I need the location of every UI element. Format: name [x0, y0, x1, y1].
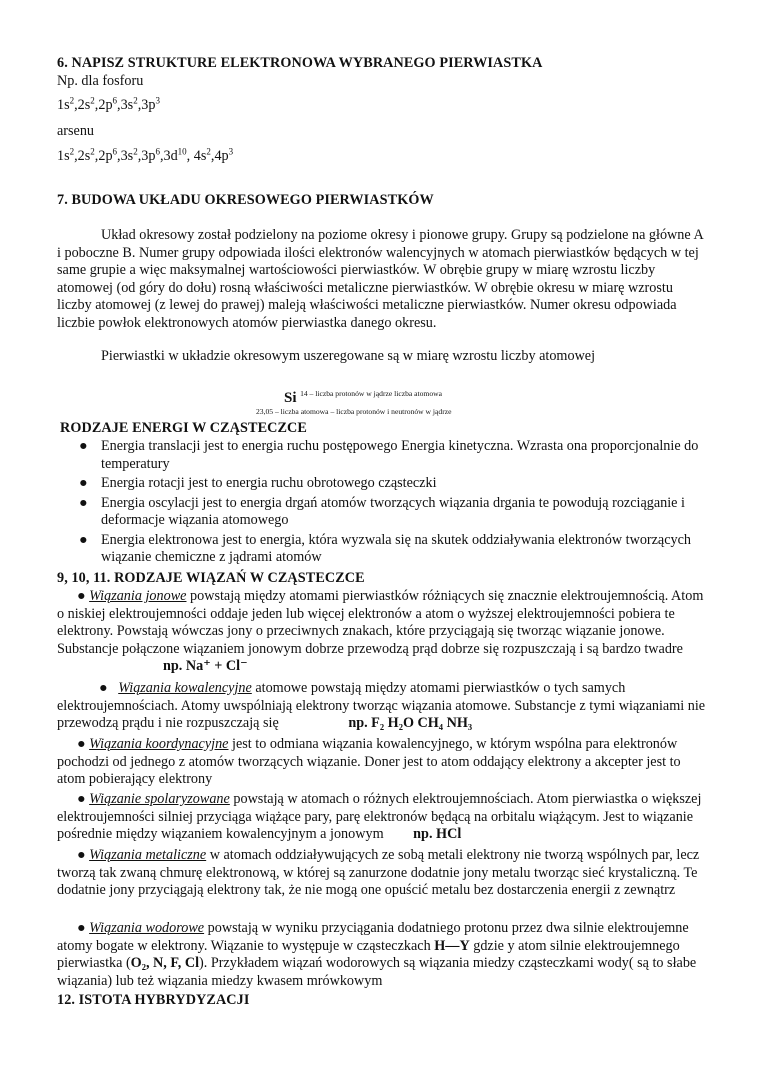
- arsenic-electron-count: 3: [228, 146, 234, 157]
- covalent-bond-paragraph: ● Wiązania kowalencyjne atomowe powstają między atomami pierwiastków o tych samych elektroujemnościach. Atomy uwspólniają elektrony tworząc wiązania atomowe. Substancje z tymi wiązaniami nie przewodzą prądu i nie rozpuszczają się np. F₂ H₂O CH₄ NH₃: [57, 680, 706, 731]
- phosphorus-electron-count: 2: [90, 95, 95, 106]
- hydrogen-bond-term: Wiązania wodorowe: [89, 920, 205, 936]
- silicon-mass-note: 23,05 – liczba atomowa – liczba protonów i neutronów w jądrze: [256, 407, 452, 416]
- arsenic-orbital: ,2s: [74, 148, 91, 164]
- covalent-bond-term: Wiązania kowalencyjne: [118, 680, 252, 696]
- arsenic-electron-count: 6: [155, 146, 160, 157]
- list-item: ● Energia translacji jest to energia ruchu postępowego Energia kinetyczna. Wzrasta ona proporcjonalnie do temperatury: [79, 438, 699, 472]
- energy-section-title: RODZAJE ENERGI W CZĄSTECZCE: [60, 420, 307, 436]
- phosphorus-config: [57, 97, 708, 115]
- arsenic-config: [57, 148, 708, 166]
- phosphorus-orbital: ,3p: [137, 97, 156, 113]
- arsenic-electron-count: 2: [206, 146, 211, 157]
- coordinate-bond-term: Wiązania koordynacyjne: [89, 736, 229, 752]
- arsenic-electron-count: 2: [69, 146, 75, 157]
- phosphorus-orbital: ,3s: [117, 97, 134, 113]
- coordinate-bond-paragraph: ● Wiązania koordynacyjne jest to odmiana wiązania kowalencyjnego, w którym wspólna para elektronów pochodzi od jednego z atomów tworzących wiązanie. Doner jest to atom oddający elektrony a akcepter jest to atom pobierający elektrony: [57, 736, 681, 787]
- hydrogen-bond-paragraph: ● Wiązania wodorowe powstają w wyniku przyciągania dodatniego protonu przez dwa silnie elektroujemne atomy bogate w elektrony. Wiązanie to występuje w cząsteczkach H—Y gdzie y atom silnie elektroujemnego pierwiastka (O₂, N, F, Cl). Przykładem wiązań wodorowych są wiązania miedzy cząsteczkami wody( są to słabe wiązania) lub też wiązania miedzy kwasem mrówkowym: [57, 920, 697, 989]
- polar-bond-paragraph: ● Wiązanie spolaryzowane powstają w atomach o różnych elektroujemnościach. Atom pierwiastka o większej elektroujemności silniej przyciąga wiążące pary, parę elektronów będącą na orbitalu wiążącym. Jest to wiązanie pośrednie między wiązaniem kowalencyjnym a jonowym np. HCl: [57, 791, 702, 842]
- section-6-title: 6. NAPISZ STRUKTURE ELEKTRONOWA WYBRANEGO PIERWIASTKA: [57, 55, 543, 71]
- silicon-atomic-number-note: 14 – liczba protonów w jądrze liczba atomowa: [300, 389, 442, 398]
- arsenic-orbital: ,3p: [137, 148, 156, 164]
- bullet-icon: ●: [77, 791, 86, 807]
- section-7-title: 7. BUDOWA UKŁADU OKRESOWEGO PIERWIASTKÓW: [57, 192, 434, 208]
- ionic-bond-term: Wiązania jonowe: [89, 588, 187, 604]
- bullet-icon: ●: [79, 475, 88, 491]
- metallic-bond-paragraph: ● Wiązania metaliczne w atomach oddziaływujących ze sobą metali elektrony nie tworzą wspólnych par, lecz tworzą tak zwaną chmurę elektronową, w której są zanurzone dodatnie jony metalu tworząc sieć krystaliczną. Te dodatnie jony przyciągają elektrony tak, że nie mogą one opuścić metalu bez dostarczenia energii z zewnątrz: [57, 847, 700, 898]
- phosphorus-label: Np. dla fosforu: [57, 73, 144, 89]
- section-12-title: 12. ISTOTA HYBRYDYZACJI: [57, 992, 250, 1008]
- phosphorus-electron-count: 2: [133, 95, 138, 106]
- silicon-symbol: Si: [284, 390, 297, 406]
- bonds-section-title: 9, 10, 11. RODZAJE WIĄZAŃ W CZĄSTECZCE: [57, 570, 365, 586]
- arsenic-electron-count: 2: [90, 146, 95, 157]
- arsenic-orbital: ,3d: [159, 148, 178, 164]
- arsenic-orbital: , 4s: [186, 148, 207, 164]
- periodic-order-paragraph: Pierwiastki w układzie okresowym uszeregowane są w miarę wzrostu liczby atomowej: [101, 348, 596, 364]
- ionic-bond-paragraph: ● Wiązania jonowe powstają między atomami pierwiastków różniących się znacznie elektroujemnością. Atom o niskiej elektroujemności oddaje jeden lub więcej elektronów a atom o wyższej elektroujemności pobiera te elektrony. Powstają wówczas jony o przeciwnych znakach, które przyciągają się tworząc wiązanie jonowe. Substancje połączone wiązaniem jonowym dobrze przewodzą prąd dobrze się rozpuszczają i są bardzo twadre np. Na⁺ + Cl⁻: [57, 588, 704, 674]
- hydrogen-bond-formula: H—Y: [434, 937, 470, 954]
- list-item: ● Energia rotacji jest to energia ruchu obrotowego cząsteczki: [79, 475, 437, 491]
- metallic-bond-term: Wiązania metaliczne: [89, 847, 207, 863]
- arsenic-orbital: 1s: [57, 148, 70, 164]
- energy-list: [57, 438, 708, 567]
- phosphorus-orbital: 1s: [57, 97, 70, 113]
- arsenic-electron-count: 10: [177, 146, 187, 157]
- ionic-bond-example: np. Na⁺ + Cl⁻: [163, 658, 248, 674]
- arsenic-orbital: ,2p: [94, 148, 113, 164]
- arsenic-orbital: ,3s: [117, 148, 134, 164]
- list-item: ● Energia elektronowa jest to energia, która wyzwala się na skutek oddziaływania elektronów tworzących wiązanie chemiczne z jądrami atomów: [79, 531, 692, 565]
- bullet-icon: ●: [79, 438, 88, 454]
- bullet-icon: ●: [77, 588, 86, 604]
- list-item: ● Energia oscylacji jest to energia drgań atomów tworzących wiązania drgania te powodują rozciąganie i deformacje wiązania atomowego: [79, 494, 685, 528]
- hydrogen-bond-atoms: O₂, N, F, Cl: [130, 955, 200, 971]
- bullet-icon: ●: [79, 531, 88, 548]
- bullet-icon: ●: [79, 494, 88, 511]
- bullet-icon: ●: [99, 680, 108, 696]
- phosphorus-electron-count: 2: [69, 95, 75, 106]
- arsenic-label: arsenu: [57, 123, 95, 139]
- bullet-icon: ●: [77, 920, 86, 936]
- arsenic-orbital: ,4p: [210, 148, 229, 164]
- phosphorus-electron-count: 3: [155, 95, 160, 106]
- polar-bond-example: np. HCl: [413, 826, 462, 842]
- bullet-icon: ●: [77, 736, 86, 752]
- covalent-bond-example: np. F₂ H₂O CH₄ NH₃: [348, 715, 473, 731]
- bullet-icon: ●: [77, 847, 86, 863]
- arsenic-electron-count: 2: [133, 146, 138, 157]
- periodic-table-paragraph: Układ okresowy został podzielony na poziome okresy i pionowe grupy. Grupy są podzielone na główne A i poboczne B. Numer grupy odpowiada ilości elektronów walencyjnych w atomach pierwiastków będących w tej same grupie a więc maksymalnej wartościowości pierwiastków. W obrębie grupy w miarę wzrostu liczby atomowej (od góry do dołu) rosną właściwości metaliczne pierwiastków. W obrębie okresu w miarę wzrostu liczby atomowej (z lewej do prawej) maleją właściwości metaliczne pierwiastków. Numer okresu odpowiada liczbie powłok elektronowych atomów pierwiastka danego okresu.: [57, 227, 703, 331]
- arsenic-electron-count: 6: [112, 146, 118, 157]
- phosphorus-orbital: ,2p: [94, 97, 113, 113]
- polar-bond-term: Wiązanie spolaryzowane: [89, 791, 230, 807]
- phosphorus-orbital: ,2s: [74, 97, 91, 113]
- phosphorus-electron-count: 6: [112, 95, 118, 106]
